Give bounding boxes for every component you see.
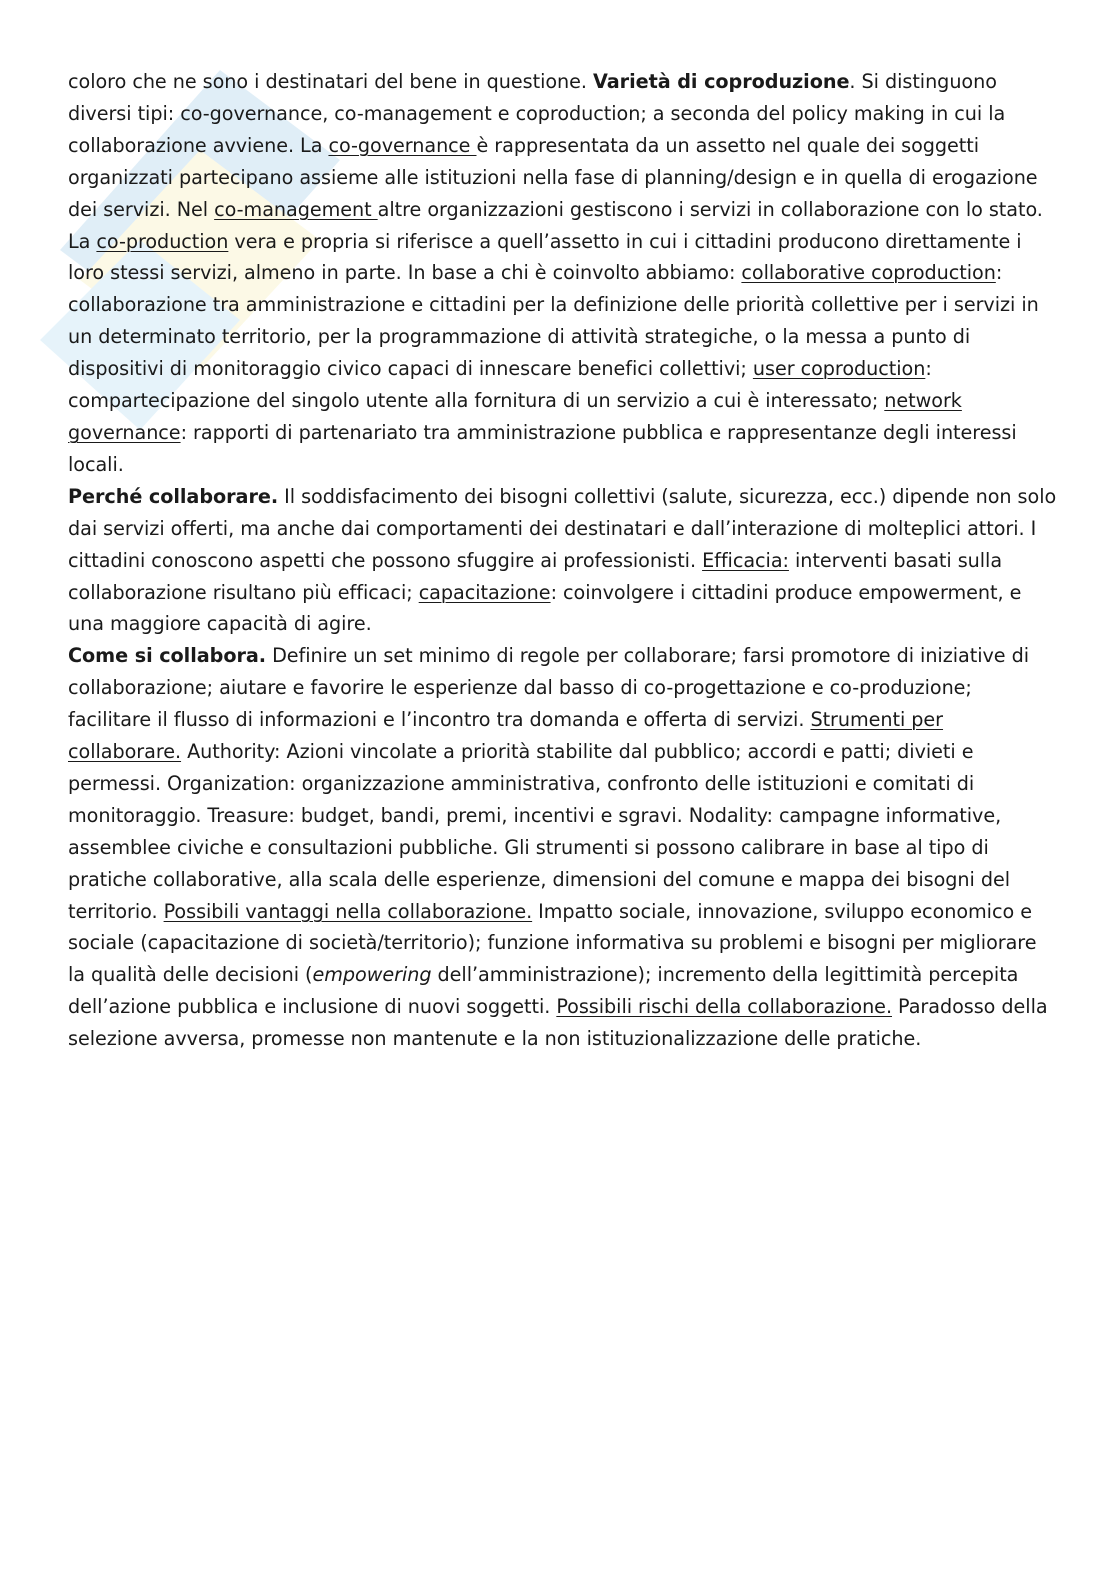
paragraph-come-si-collabora: Come si collabora. Definire un set minimo di regole per collaborare; farsi promotore di iniziative di collaborazione; aiutare e favorire le esperienze dal basso di co-progettazione e co-produzione; facilitare il flusso di informazioni e l’incontro tra domanda e offerta di servizi. Strumenti per collaborare. Authority: Azioni vincolate a priorità stabilite dal pubblico; accordi e patti; divieti e permessi. Organization: organizzazione amministrativa, confronto delle istituzioni e comitati di monitoraggio. Treasure: budget, bandi, premi, incentivi e sgravi. Nodality: campagne informative, assemblee civiche e consultazioni pubbliche. Gli strumenti si possono calibrare in base al tipo di pratiche collaborative, alla scala delle esperienze, dimensioni del comune e mappa dei bisogni del territorio. Possibili vantaggi nella collaborazione. Impatto sociale, innovazione, sviluppo economico e sociale (capacitazione di società/territorio); funzione informativa su problemi e bisogni per migliorare la qualità delle decisioni (empowering dell’amministrazione); incremento della legittimità percepita dell’azione pubblica e inclusione di nuovi soggetti. Possibili rischi della collaborazione. Paradosso della selezione avversa, promesse non mantenute e la non istituzionalizzazione delle pratiche. — [68, 644, 1048, 1051]
term-co-production: co-production — [96, 229, 229, 253]
term-user-coproduction: user coproduction — [752, 357, 926, 381]
heading-varieta-coproduzione: Varietà di coproduzione — [593, 70, 850, 93]
term-collaborative-coproduction: collaborative coproduction — [741, 261, 996, 285]
term-empowering: empowering — [312, 963, 432, 987]
term-possibili-vantaggi: Possibili vantaggi nella collaborazione. — [163, 899, 533, 923]
term-co-governance: co-governance — [328, 133, 477, 157]
heading-perche-collaborare: Perché collaborare. — [68, 484, 279, 508]
term-network-governance: network governance — [68, 389, 962, 444]
term-co-management: co-management — [214, 197, 378, 221]
paragraph-varieta-coproduzione: coloro che ne sono i destinatari del bene in questione. Varietà di coproduzione. Si distinguono diversi tipi: co-governance, co-management e coproduction; a seconda del policy making in cui la collaborazione avviene. La co-governance è rappresentata da un assetto nel quale dei soggetti organizzati partecipano assieme alle istituzioni nella fase di planning/design e in quella di erogazione dei servizi. Nel co-management altre organizzazioni gestiscono i servizi in collaborazione con lo stato. La co-production vera e propria si riferisce a quell’assetto in cui i cittadini producono direttamente i loro stessi servizi, almeno in parte. In base a chi è coinvolto abbiamo: collaborative coproduction: collaborazione tra amministrazione e cittadini per la definizione delle priorità collettive per i servizi in un determinato territorio, per la programmazione di attività strategiche, o la messa a punto di dispositivi di monitoraggio civico capaci di innescare benefici collettivi; user coproduction: compartecipazione del singolo utente alla fornitura di un servizio a cui è interessato; network governance: rapporti di partenariato tra amministrazione pubblica e rappresentanze degli interessi locali. — [68, 70, 1043, 476]
term-capacitazione: capacitazione — [418, 580, 551, 604]
heading-come-si-collabora: Come si collabora. — [68, 644, 267, 668]
document-page — [68, 66, 1058, 1055]
term-strumenti-per-collaborare: Strumenti per collaborare. — [68, 708, 944, 764]
paragraph-perche-collaborare: Perché collaborare. Il soddisfacimento dei bisogni collettivi (salute, sicurezza, ecc.) dipende non solo dai servizi offerti, ma anche dai comportamenti dei destinatari e dall’interazione di molteplici attori. I cittadini conoscono aspetti che possono sfuggire ai professionisti. Efficacia: interventi basati sulla collaborazione risultano più efficaci; capacitazione: coinvolgere i cittadini produce empowerment, e una maggiore capacità di agire. — [68, 484, 1057, 636]
term-possibili-rischi: Possibili rischi della collaborazione. — [556, 995, 892, 1019]
term-efficacia: Efficacia: — [702, 548, 789, 572]
